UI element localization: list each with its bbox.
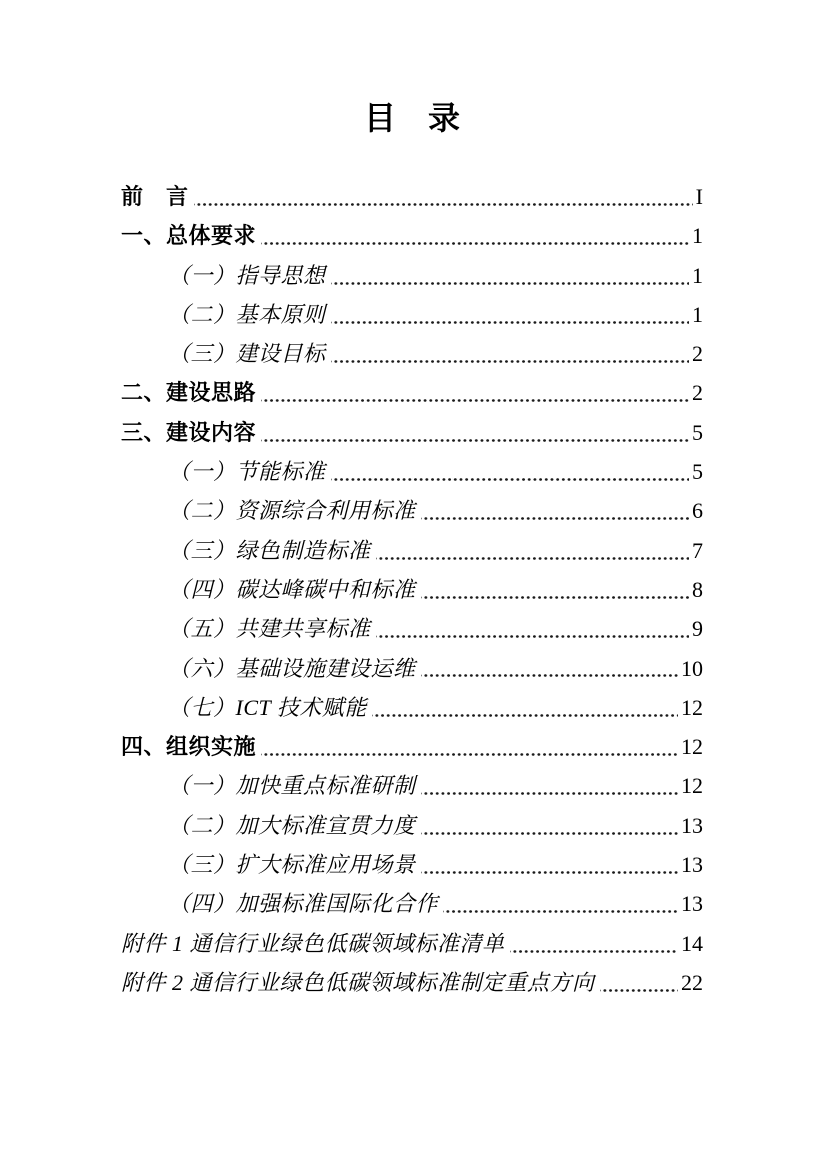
toc-entry-page: 12: [681, 773, 703, 799]
toc-leader-dots: [261, 727, 678, 766]
toc-entry-label: （二）加大标准宣贯力度: [168, 812, 416, 838]
toc-entry: [121, 649, 703, 688]
toc-leader-dots: [372, 688, 678, 727]
toc-leader-dots: [443, 884, 678, 923]
toc-entry: [121, 491, 703, 530]
toc-entry: [121, 766, 703, 805]
toc-entry-label: （七）ICT 技术赋能: [168, 694, 367, 720]
toc-entry-page: 10: [681, 655, 703, 681]
toc-entry-label: （四）加强标准国际化合作: [168, 891, 439, 917]
toc-leader-dots: [421, 845, 678, 884]
toc-entry-label: 三、建设内容: [121, 419, 257, 445]
toc-entry: [121, 688, 703, 727]
toc-entry: [121, 452, 703, 491]
toc-leader-dots: [421, 766, 678, 805]
toc-entry-label: 附件 2 通信行业绿色低碳领域标准制定重点方向: [121, 969, 595, 995]
toc-entry-page: 7: [692, 537, 703, 563]
toc-leader-dots: [421, 570, 689, 609]
toc-entry: [121, 413, 703, 452]
toc-leader-dots: [376, 531, 689, 570]
toc-entry-label: （三）建设目标: [168, 341, 326, 367]
toc-entry-page: 1: [692, 223, 703, 249]
toc-entry-page: 13: [681, 891, 703, 917]
toc-entry-page: 1: [692, 301, 703, 327]
toc-leader-dots: [376, 609, 689, 648]
page-title: 目 录: [363, 100, 460, 136]
toc-entry-page: 5: [692, 459, 703, 485]
toc-leader-dots: [421, 806, 678, 845]
toc-entry: [121, 806, 703, 845]
toc-entry: [121, 256, 703, 295]
toc-entry-page: 5: [692, 419, 703, 445]
toc-leader-dots: [331, 295, 689, 334]
toc-leader-dots: [331, 452, 689, 491]
toc-entry-label: （三）扩大标准应用场景: [168, 852, 416, 878]
toc-leader-dots: [421, 649, 678, 688]
toc-entry: [121, 373, 703, 412]
toc-entry: [121, 963, 703, 1002]
toc-entry: [121, 845, 703, 884]
toc-entry: [121, 334, 703, 373]
toc-leader-dots: [261, 413, 689, 452]
toc-entry-page: 13: [681, 812, 703, 838]
toc-entry-page: 22: [681, 969, 703, 995]
toc-entry-label: 附件 1 通信行业绿色低碳领域标准清单: [121, 930, 505, 956]
toc-leader-dots: [421, 491, 689, 530]
toc-entry: [121, 216, 703, 255]
toc-leader-dots: [261, 216, 689, 255]
toc-entry-label: 一、总体要求: [121, 223, 257, 249]
toc-entry-label: （五）共建共享标准: [168, 616, 371, 642]
toc-entry-page: 1: [692, 262, 703, 288]
toc-entry-page: I: [695, 184, 703, 209]
toc-entry-page: 2: [692, 380, 703, 406]
toc-entry: [121, 177, 703, 216]
toc-entry-label: （一）节能标准: [168, 459, 326, 485]
toc-leader-dots: [510, 924, 678, 963]
toc-entry: [121, 570, 703, 609]
toc-entry-label: （六）基础设施建设运维: [168, 655, 416, 681]
toc-entry-label: 二、建设思路: [121, 380, 257, 406]
toc-entry: [121, 531, 703, 570]
toc-leader-dots: [261, 373, 689, 412]
toc-leader-dots: [331, 256, 689, 295]
toc-entry-page: 9: [692, 616, 703, 642]
toc-entry-label: （四）碳达峰碳中和标准: [168, 576, 416, 602]
toc-entry: [121, 295, 703, 334]
toc-entry-page: 12: [681, 694, 703, 720]
toc-list: [121, 177, 703, 1002]
toc-leader-dots: [600, 963, 678, 1002]
toc-entry-label: 前 言: [121, 184, 189, 209]
toc-entry-page: 8: [692, 576, 703, 602]
toc-entry: [121, 884, 703, 923]
toc-entry-label: （一）指导思想: [168, 262, 326, 288]
toc-entry-label: （二）基本原则: [168, 301, 326, 327]
toc-entry: [121, 924, 703, 963]
toc-entry-page: 14: [681, 930, 703, 956]
toc-entry-page: 12: [681, 734, 703, 760]
toc-entry-label: （二）资源综合利用标准: [168, 498, 416, 524]
toc-leader-dots: [331, 334, 689, 373]
toc-entry-label: （三）绿色制造标准: [168, 537, 371, 563]
toc-entry-page: 6: [692, 498, 703, 524]
toc-leader-dots: [194, 177, 693, 216]
toc-entry: [121, 727, 703, 766]
toc-entry-label: 四、组织实施: [121, 734, 257, 760]
toc-entry-page: 2: [692, 341, 703, 367]
toc-entry-label: （一）加快重点标准研制: [168, 773, 416, 799]
toc-entry-page: 13: [681, 852, 703, 878]
toc-entry: [121, 609, 703, 648]
